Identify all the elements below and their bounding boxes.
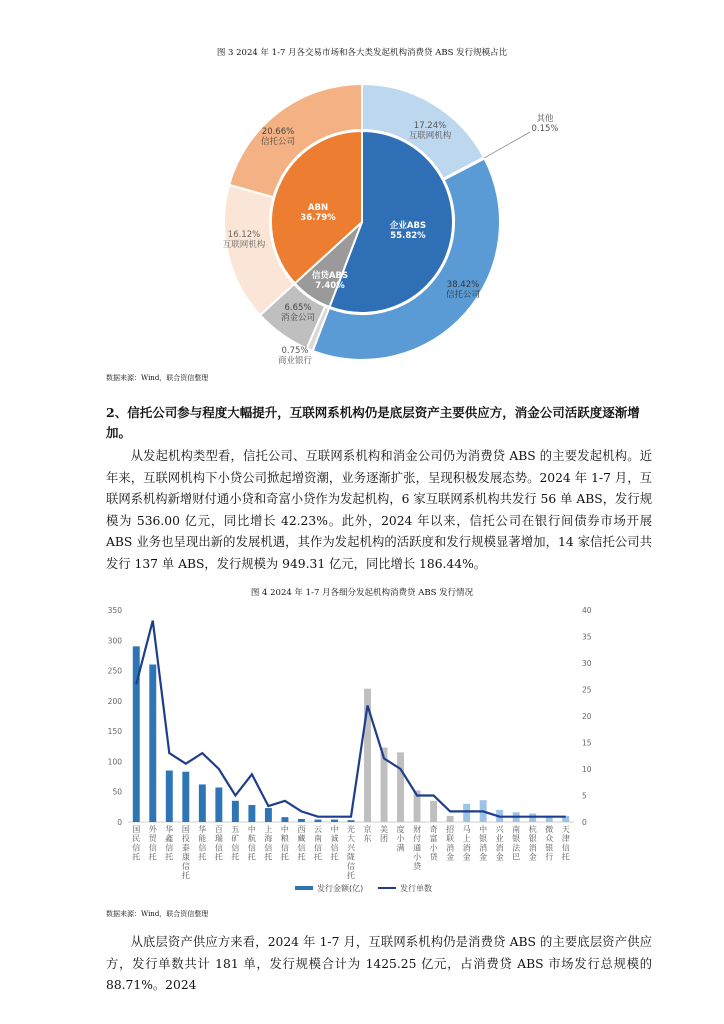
figure-3-source: 数据来源：Wind，联合资信整理 (106, 374, 209, 382)
x-tick-label-20: 马上消金 (462, 825, 471, 862)
bar-16 (397, 752, 404, 822)
outer-label-4: 6.65%消金公司 (280, 303, 316, 323)
x-tick-label-23: 南银法巴 (512, 825, 521, 862)
y-left-tick-0: 0 (117, 818, 122, 827)
outer-label-3: 0.75%商业银行 (277, 346, 313, 366)
figure-4-source: 数据来源：Wind，联合资信整理 (106, 910, 209, 918)
inner-label-2: ABN 36.79% (300, 203, 336, 223)
x-tick-label-22: 兴业消金 (495, 825, 504, 862)
y-left-tick-6: 300 (107, 636, 122, 646)
y-left-tick-1: 50 (112, 787, 122, 797)
outer-label-1: 其他 0.15% (531, 114, 559, 134)
bar-1 (149, 665, 156, 822)
outer-label-2: 38.42%信托公司 (445, 280, 481, 300)
outer-label-6: 20.66%信托公司 (260, 127, 296, 147)
x-tick-label-25: 微众银行 (545, 825, 554, 862)
x-tick-label-26: 天津信托 (561, 825, 570, 862)
figure-3-title: 图 3 2024 年 1-7 月各交易市场和各大类发起机构消费贷 ABS 发行规模占比 (216, 48, 508, 58)
figure-4-title: 图 4 2024 年 1-7 月各细分发起机构消费贷 ABS 发行情况 (250, 588, 474, 598)
figure-4-bar-line-chart (0, 598, 724, 898)
x-tick-label-18: 奇富小贷 (429, 825, 438, 862)
bar-9 (281, 817, 288, 822)
bar-11 (314, 820, 321, 822)
x-tick-label-7: 中航信托 (247, 825, 256, 862)
y-right-tick-0: 0 (582, 818, 587, 827)
x-tick-label-12: 中诚信托 (330, 825, 339, 862)
y-left-tick-7: 350 (107, 606, 122, 615)
y-right-tick-3: 15 (582, 738, 592, 748)
bar-10 (298, 819, 305, 822)
bar-20 (463, 804, 470, 822)
bar-5 (215, 787, 222, 822)
bar-13 (348, 820, 355, 822)
x-tick-label-13: 光大兴陇信托 (347, 825, 355, 880)
x-tick-label-21: 中银消金 (479, 825, 488, 862)
bar-19 (447, 816, 454, 822)
x-tick-label-4: 华能信托 (198, 825, 207, 862)
paragraph-1-text: 从发起机构类型看，信托公司、互联网系机构和消金公司仍为消费贷 ABS 的主要发起机构。近年来，互联网机构下小贷公司掀起增资潮，业务逐渐扩张，呈现积极发展态势。2024 年 1-7 月，互联网系机构新增财付通小贷和奇富小贷作为发起机构，6 家互联网系机构共发行 56 单 ABS，发行规模为 536.00 亿元，同比增长 42.23%。此外，2024 年以来，信托公司在银行间债券市场开展 ABS 业务也呈现出新的发展机遇，其作为发起机构的活跃度和发行规模显著增加，14 家信托公司共发行 137 单 ABS，发行规模为 949.31 亿元，同比增长 186.44%。 (106, 449, 652, 571)
x-tick-label-3: 国投泰康信托 (181, 825, 190, 880)
y-left-tick-2: 100 (107, 757, 122, 767)
paragraph-2 (106, 932, 652, 997)
bar-7 (248, 805, 255, 822)
x-tick-label-6: 五矿信托 (231, 825, 240, 862)
x-tick-label-16: 度小满 (396, 825, 405, 853)
legend-line-label: 发行单数 (400, 884, 432, 893)
x-tick-label-10: 西藏信托 (297, 825, 306, 862)
x-tick-label-5: 百瑞信托 (214, 825, 223, 862)
inner-label-1: 信贷ABS 7.40% (311, 271, 349, 291)
bar-12 (331, 820, 338, 822)
y-right-tick-5: 25 (582, 685, 592, 695)
y-left-tick-4: 200 (107, 696, 122, 706)
bar-2 (166, 771, 173, 822)
y-right-tick-7: 35 (582, 632, 592, 642)
y-right-tick-6: 30 (582, 659, 592, 668)
paragraph-1 (106, 446, 652, 575)
x-tick-label-17: 财付通小贷 (413, 825, 422, 871)
bar-18 (430, 801, 437, 822)
x-tick-label-0: 国民信托 (132, 825, 141, 862)
bar-4 (199, 784, 206, 822)
x-tick-label-8: 上海信托 (264, 825, 273, 862)
outer-label-5: 16.12%互联网机构 (222, 230, 266, 250)
x-tick-label-11: 云南信托 (313, 825, 322, 862)
x-tick-label-14: 京东 (363, 825, 372, 844)
x-tick-label-2: 华鑫信托 (165, 825, 174, 862)
section-heading: 2、信托公司参与程度大幅提升，互联网系机构仍是底层资产主要供应方，消金公司活跃度逐渐增加。 (106, 405, 640, 440)
other-leader-line (484, 132, 530, 158)
x-tick-label-24: 杭银消金 (528, 825, 537, 862)
x-tick-label-15: 美团 (380, 825, 389, 844)
paragraph-2-text: 从底层资产供应方来看，2024 年 1-7 月，互联网系机构仍是消费贷 ABS 的主要底层资产供应方，发行单数共计 181 单，发行规模合计为 1425.25 亿元，占消费贷 ABS 市场发行总规模的 88.71%。2024 (106, 935, 652, 992)
legend-bar-label: 发行金额(亿) (317, 884, 364, 893)
bar-8 (265, 808, 272, 822)
y-right-tick-1: 5 (582, 791, 587, 801)
y-right-tick-8: 40 (582, 606, 592, 615)
y-right-tick-4: 20 (582, 712, 592, 721)
y-left-tick-3: 150 (107, 727, 122, 737)
inner-label-0: 企业ABS 55.82% (389, 221, 427, 241)
bar-3 (182, 772, 189, 822)
x-tick-label-9: 中粮信托 (280, 825, 289, 862)
x-tick-label-1: 外贸信托 (148, 825, 157, 862)
y-right-tick-2: 10 (582, 765, 592, 774)
bar-6 (232, 801, 239, 822)
x-tick-label-19: 招联消金 (446, 825, 455, 862)
legend-bar-swatch (295, 886, 313, 890)
y-left-tick-5: 250 (107, 666, 122, 676)
outer-label-0: 17.24%互联网机构 (408, 121, 452, 141)
figure-3-pie-chart (0, 0, 724, 390)
